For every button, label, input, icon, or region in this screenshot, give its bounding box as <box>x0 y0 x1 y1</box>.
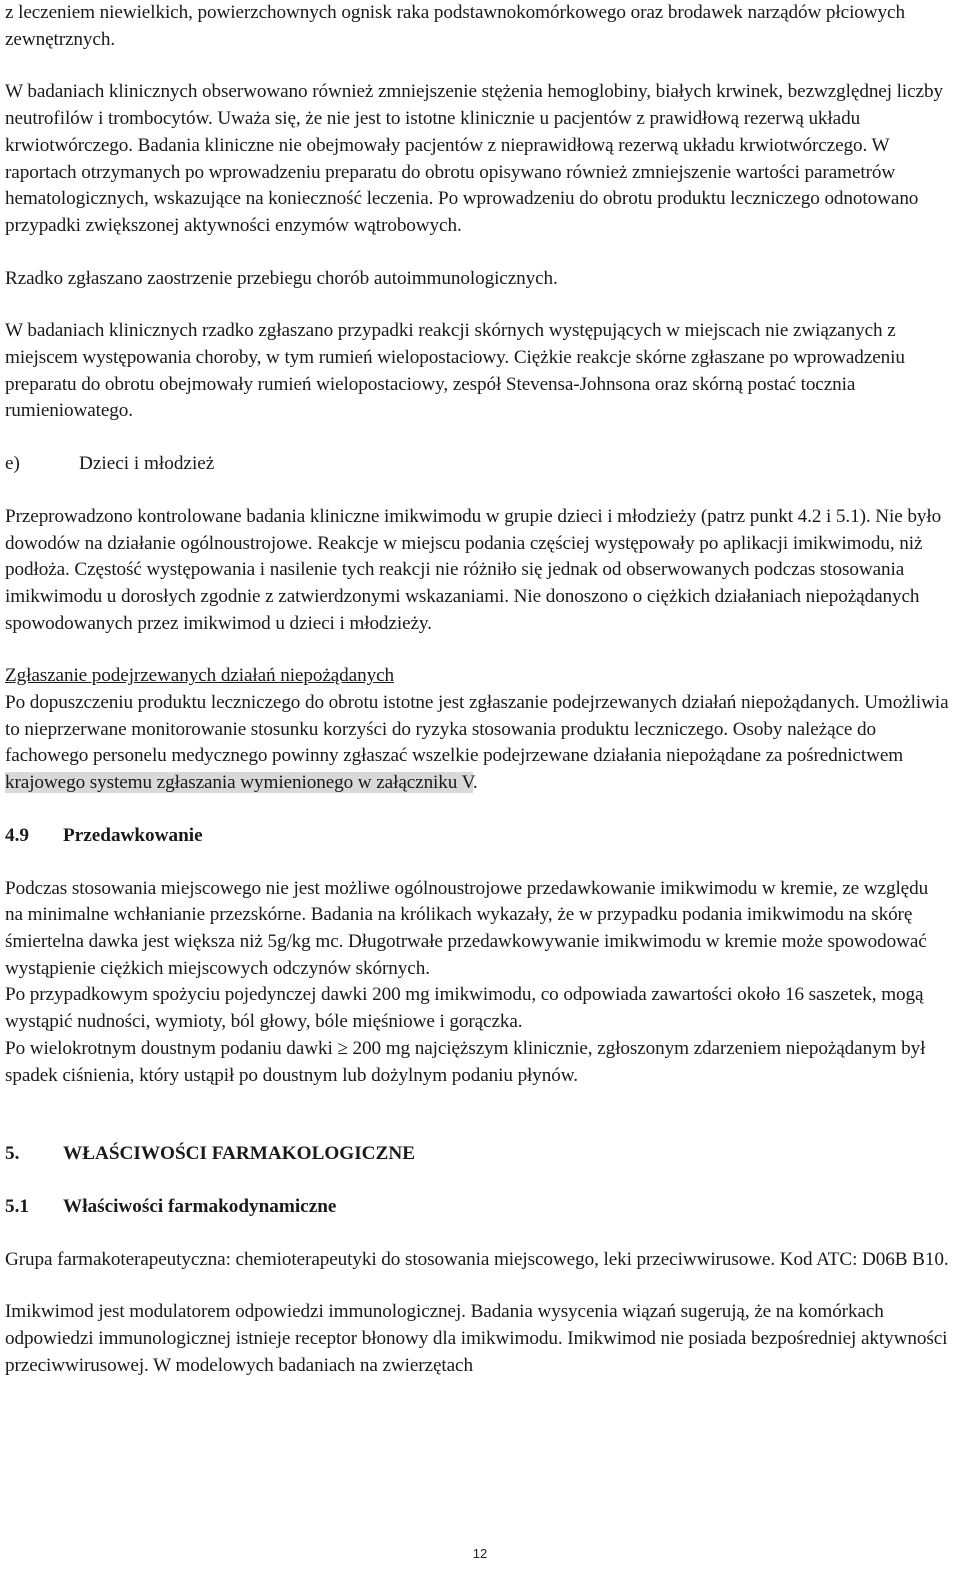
section-5-heading <box>5 1141 950 1168</box>
paragraph-overdose-topical: Podczas stosowania miejscowego nie jest możliwe ogólnoustrojowe przedawkowanie imikwimodu w kremie, ze względu na minimalne wchłanianie przezskórne. Badania na królikach wykazały, że w przypadku podania imikwimodu na skórę śmiertelna dawka jest większa niż 5g/kg mc. Długotrwałe przedawkowywanie imikwimodu w kremie może spowodować wystąpienie ciężkich miejscowych odczynów skórnych. <box>5 877 929 979</box>
paragraph-intro: z leczeniem niewielkich, powierzchownych ognisk raka podstawnokomórkowego oraz brodawek narządów płciowych zewnętrznych. <box>5 2 905 50</box>
paragraph-hematology: W badaniach klinicznych obserwowano również zmniejszenie stężenia hemoglobiny, białych krwinek, bezwzględnej liczby neutrofilów i trombocytów. Uważa się, że nie jest to istotne klinicznie u pacjentów z prawidłową rezerwą układu krwiotwórczego. Badania kliniczne nie obejmowały pacjentów z nieprawidłową rezerwą układu krwiotwórczego. W raportach otrzymanych po wprowadzeniu preparatu do obrotu opisywano również zmniejszenie wartości parametrów hematologicznych, wskazujące na konieczność leczenia. Po wprowadzeniu do obrotu produktu leczniczego odnotowano przypadki zwiększonej aktywności enzymów wątrobowych. <box>5 81 943 236</box>
page-number: 12 <box>472 1546 488 1561</box>
paragraph-mechanism: Imikwimod jest modulatorem odpowiedzi immunologicznej. Badania wysycenia wiązań sugerują, że na komórkach odpowiedzi immunologicznej istnieje receptor błonowy dla imikwimodu. Imikwimod nie posiada bezpośredniej aktywności przeciwwirusowej. W modelowych badaniach na zwierzętach <box>5 1301 948 1376</box>
section-5-1-heading <box>5 1194 950 1221</box>
section-e-heading <box>5 451 950 478</box>
reporting-end: . <box>472 772 478 794</box>
reporting-heading: Zgłaszanie podejrzewanych działań niepożądanych <box>5 665 394 687</box>
section-e-number: e) <box>5 453 20 475</box>
paragraph-autoimmune: Rzadko zgłaszano zaostrzenie przebiegu chorób autoimmunologicznych. <box>5 267 558 289</box>
paragraph-pharmacotherapeutic-group: Grupa farmakoterapeutyczna: chemioterapeutyki do stosowania miejscowego, leki przeciwwirusowe. Kod ATC: D06B B10. <box>5 1248 949 1270</box>
paragraph-skin-reactions: W badaniach klinicznych rzadko zgłaszano przypadki reakcji skórnych występujących w miejscach nie związanych z miejscem występowania choroby, w tym rumień wielopostaciowy. Ciężkie reakcje skórne zgłaszane po wprowadzeniu preparatu do obrotu obejmowały rumień wielopostaciowy, zespół Stevensa-Johnsona oraz skórną postać tocznia rumieniowatego. <box>5 320 905 422</box>
paragraph-reporting <box>5 690 950 797</box>
paragraph-overdose-ingestion: Po przypadkowym spożyciu pojedynczej dawki 200 mg imikwimodu, co odpowiada zawartości około 16 saszetek, mogą wystąpić nudności, wymioty, ból głowy, bóle mięśniowe i gorączka. <box>5 984 924 1033</box>
section-4-9-title: Przedawkowanie <box>63 824 203 846</box>
section-5-1-number: 5.1 <box>5 1195 29 1217</box>
section-e-title: Dzieci i młodzież <box>79 453 215 475</box>
paragraph-overdose-oral: Po wielokrotnym doustnym podaniu dawki ≥ 200 mg najcięższym klinicznie, zgłoszonym zdarzeniem niepożądanym był spadek ciśnienia, który ustąpił po doustnym lub dożylnym podaniu płynów. <box>5 1037 926 1086</box>
section-4-9-number: 4.9 <box>5 824 29 846</box>
document-page <box>5 0 950 1379</box>
section-4-9-heading <box>5 823 950 850</box>
reporting-highlight: krajowego systemu zgłaszania wymienionego w załączniku V <box>5 772 473 794</box>
section-5-1-title: Właściwości farmakodynamiczne <box>63 1195 337 1217</box>
section-5-title: WŁAŚCIWOŚCI FARMAKOLOGICZNE <box>63 1143 415 1165</box>
section-5-number: 5. <box>5 1143 20 1165</box>
reporting-text: Po dopuszczeniu produktu leczniczego do obrotu istotne jest zgłaszanie podejrzewanych działań niepożądanych. Umożliwia to nieprzerwane monitorowanie stosunku korzyści do ryzyka stosowania produktu leczniczego. Osoby należące do fachowego personelu medycznego powinny zgłaszać wszelkie podejrzewane działania niepożądane za pośrednictwem <box>5 692 949 767</box>
paragraph-children: Przeprowadzono kontrolowane badania kliniczne imikwimodu w grupie dzieci i młodzieży (patrz punkt 4.2 i 5.1). Nie było dowodów na działanie ogólnoustrojowe. Reakcje w miejscu podania częściej występowały po aplikacji imikwimodu, niż podłoża. Częstość występowania i nasilenie tych reakcji nie różniło się jednak od obserwowanych podczas stosowania imikwimodu u dorosłych zgodnie z zatwierdzonymi wskazaniami. Nie donoszono o ciężkich działaniach niepożądanych spowodowanych przez imikwimod u dzieci i młodzieży. <box>5 505 942 634</box>
